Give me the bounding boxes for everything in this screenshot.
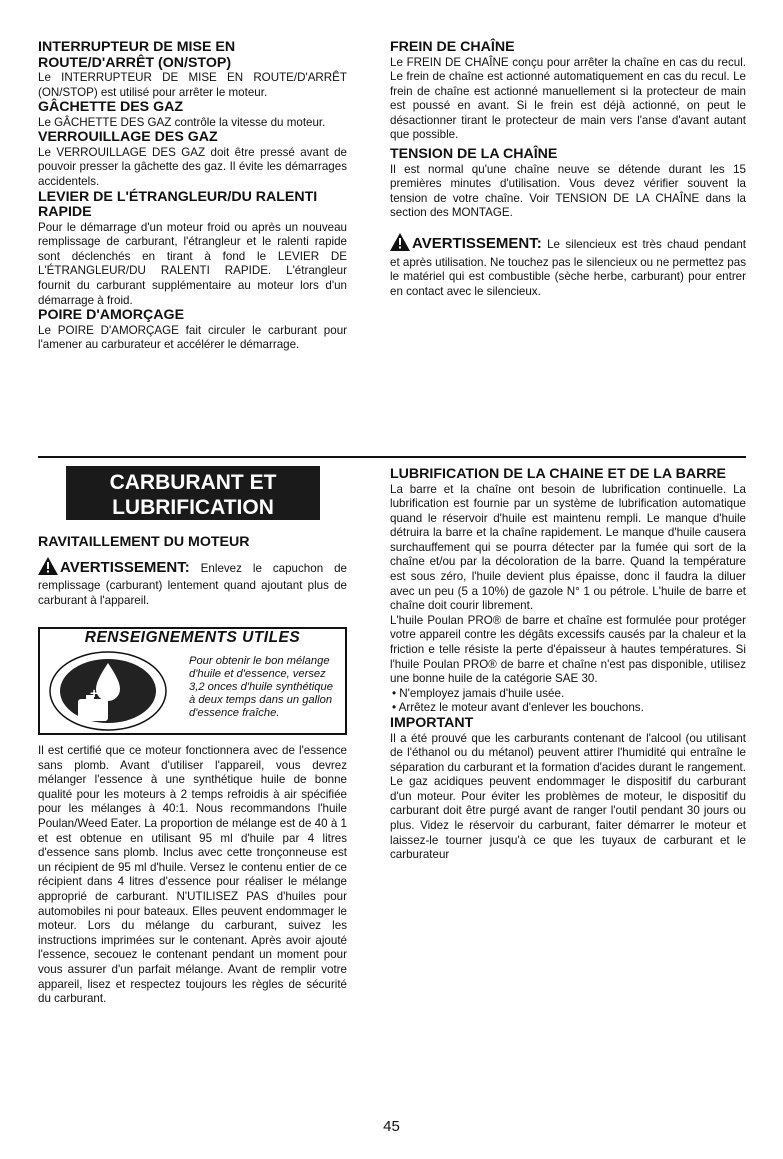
tips-text: Pour obtenir le bon mélange d'huile et d'essence, versez 3,2 onces d'huile synthétique à deux temps dans un gallon d'essence fraîche. <box>189 655 333 719</box>
list-item: • N'employez jamais d'huile usée. <box>392 686 565 700</box>
svg-text:+: + <box>90 685 99 701</box>
heading-throttle-lockout: VERROUILLAGE DES GAZ <box>38 129 218 146</box>
paragraph-chain-tension: Il est normal qu'une chaîne neuve se détende durant les 15 premières minutes d'utilisation. Vous devez vérifier souvent la tension de votre chaîne. Voir TENSION DE LA CHAÎNE dans la section des MONTAGE. <box>390 162 746 220</box>
heading-chain-bar-lubrication: LUBRIFICATION DE LA CHAINE ET DE LA BARRE <box>390 466 727 482</box>
helpful-tips-box <box>38 627 347 735</box>
tips-title: RENSEIGNEMENTS UTILES <box>84 629 301 646</box>
warning-text: Le silencieux est très chaud pendant et après utilisation. Ne touchez pas le silencieux ou ne permettez pas le matériel qui est combustible (sèche herbe, carburant) pour entrer en contact avec le silencieux. <box>390 237 746 298</box>
left-bottom-heading-block <box>38 535 347 608</box>
banner-line-1: CARBURANT ET <box>109 471 277 494</box>
lubrication-bullets <box>390 687 746 716</box>
paragraph-chain-brake: Le FREIN DE CHAÎNE conçu pour arrêter la chaîne en cas du recul. Le frein de chaîne est actionné automatiquement en cas du recul. Le frein de chaîne est actionné manuellement si la protecteur de main est poussé en avant. Si le frein est déjà actionné, on peut le désactionner tirant le protecteur de main vers l'anse d'avant autant que possible. <box>390 55 746 142</box>
banner-line-2: LUBRIFICATION <box>112 496 274 519</box>
list-item: • Arrêtez le moteur avant d'enlever les bouchons. <box>392 701 644 715</box>
paragraph-on-stop-switch: Le INTERRUPTEUR DE MISE EN ROUTE/D'ARRÊT (ON/STOP) est utilisé pour arrêter le moteur. <box>38 71 347 99</box>
section-divider <box>38 456 746 458</box>
paragraph-throttle-trigger: Le GÂCHETTE DES GAZ contrôle la vitesse du moteur. <box>38 115 326 129</box>
section-banner <box>66 466 320 520</box>
heading-primer-bulb: POIRE D'AMORÇAGE <box>38 307 185 324</box>
muffler-warning <box>390 233 746 299</box>
heading-choke-lever: LEVIER DE L'ÉTRANGLEUR/DU RALENTI RAPIDE <box>38 188 318 221</box>
paragraph-choke-lever: Pour le démarrage d'un moteur froid ou après un nouveau remplissage de carburant, l'étrangleur et le ralenti rapide sont déclenchés en tirant à fond le LEVIER DE L'ÉTRANGLEUR/DU RALENTI RAPIDE. L'étrangleur fournit du carburant supplémentaire au moteur lors d'un démarrage à froid. <box>38 220 347 307</box>
warning-text: Enlevez le capuchon de remplissage (carburant) lentement quand ajoutant plus de carburant à l'appareil. <box>38 561 347 607</box>
warning-icon <box>390 233 410 256</box>
left-bottom-column <box>38 744 347 1007</box>
left-top-column <box>38 40 347 353</box>
paragraph-poulan-oil: L'huile Poulan PRO® de barre et chaîne est formulée pour protéger votre appareil contre les dégâts excessifs causés par la chaleur et la friction e telle résiste la perte d'épaisseur à hautes températures. Si l'huile Poulan PRO® de barre et chaîne n'est pas disponible, utilisez une bonne huile de la catégorie SAE 30. <box>390 613 746 686</box>
paragraph-fuel-mixing: Il est certifié que ce moteur fonctionnera avec de l'essence sans plomb. Avant d'utiliser l'appareil, vous devrez mélanger l'essence à une synthétique huile de bonne qualité pour les moteurs à 2 temps refroidis à air spécifiée pour les mélanges à 40:1. Nous recommandons l'huile Poulan/Weed Eater. La proportion de mélange est de 40 à 1 et est obtenue en utilisant 95 ml d'huile par 4 litres d'essence sans plomb. Inclus avec cette tronçonneuse est un récipient de 95 ml d'huile. Versez le contenu entier de ce récipient dans 4 litres d'essence pour réaliser le mélange approprié de carburant. N'UTILISEZ PAS d'huiles pour automobiles ni pour bateaux. Elles peuvent endommager le moteur. Lors du mélange du carburant, suivez les instructions imprimées sur le contenant. Après avoir ajouté l'essence, secouez le contenant pendant un moment pour vous assurer d'un parfait mélange. Avant de remplir votre appareil, lisez et respectez toujours les règles de sécurité du carburant. <box>38 744 347 1006</box>
fuel-cap-warning <box>38 557 347 609</box>
right-top-column <box>390 40 746 299</box>
heading-on-stop-switch: INTERRUPTEUR DE MISE EN ROUTE/D'ARRÊT (ON/STOP) <box>38 39 236 71</box>
heading-chain-brake: FREIN DE CHAÎNE <box>390 39 515 55</box>
paragraph-throttle-lockout: Le VERROUILLAGE DES GAZ doit être pressé avant de pouvoir presser la gâchette des gaz. Il évite les démarrages accidentels. <box>38 145 347 188</box>
heading-fueling-engine: RAVITAILLEMENT DU MOTEUR <box>38 534 250 550</box>
warning-label: AVERTISSEMENT: <box>60 558 190 576</box>
fuel-can-icon <box>48 651 168 731</box>
paragraph-important: Il a été prouvé que les carburants contenant de l'alcool (ou utilisant de l'éthanol ou du métanol) peuvent attirer l'humidité qui entraîne le séparation du carburant et la formation d'acides durant le rangement. Le gaz acidiques peuvent endommager le dispositif du carburant d'un moteur. Pour éviter les problèmes de moteur, le dispositif du carburant doit être purgé avant de ranger l'outil pendant 30 jours ou plus. Videz le réservoir du carburant, faiter démarrer le moteur et laissez-le tourner jusqu'à ce que les tuyaux de carburant et le carburateur <box>390 731 746 862</box>
paragraph-lubrication: La barre et la chaîne ont besoin de lubrification continuelle. La lubrification est fournie par un système de lubrification automatique quand le réservoir d'huile est maintenu rempli. Le manque d'huile détruira la barre et la chaîne rapidement. Le manque d'huile causera surchauffement qui se pourra détecter par la fumée qui sort de la chaîne et/ou par la décoloration de la barre. Quand la température est sous zéro, l'huile devient plus épaisse, donc il faudra la diluer avec un peu (5 a 10%) de gazole N° 1 ou pétrole. L'huile de barre et chaîne doit courir librement. <box>390 482 746 613</box>
paragraph-primer-bulb: Le POIRE D'AMORÇAGE fait circuler le carburant pour l'amener au carburateur et accélérer le démarrage. <box>38 323 347 352</box>
warning-label: AVERTISSEMENT: <box>412 234 542 252</box>
page-number: 45 <box>383 1118 400 1135</box>
heading-important: IMPORTANT <box>390 715 474 731</box>
right-bottom-column <box>390 467 746 863</box>
warning-icon <box>38 557 58 580</box>
heading-chain-tension: TENSION DE LA CHAÎNE <box>390 146 558 163</box>
heading-throttle-trigger: GÂCHETTE DES GAZ <box>38 99 184 116</box>
